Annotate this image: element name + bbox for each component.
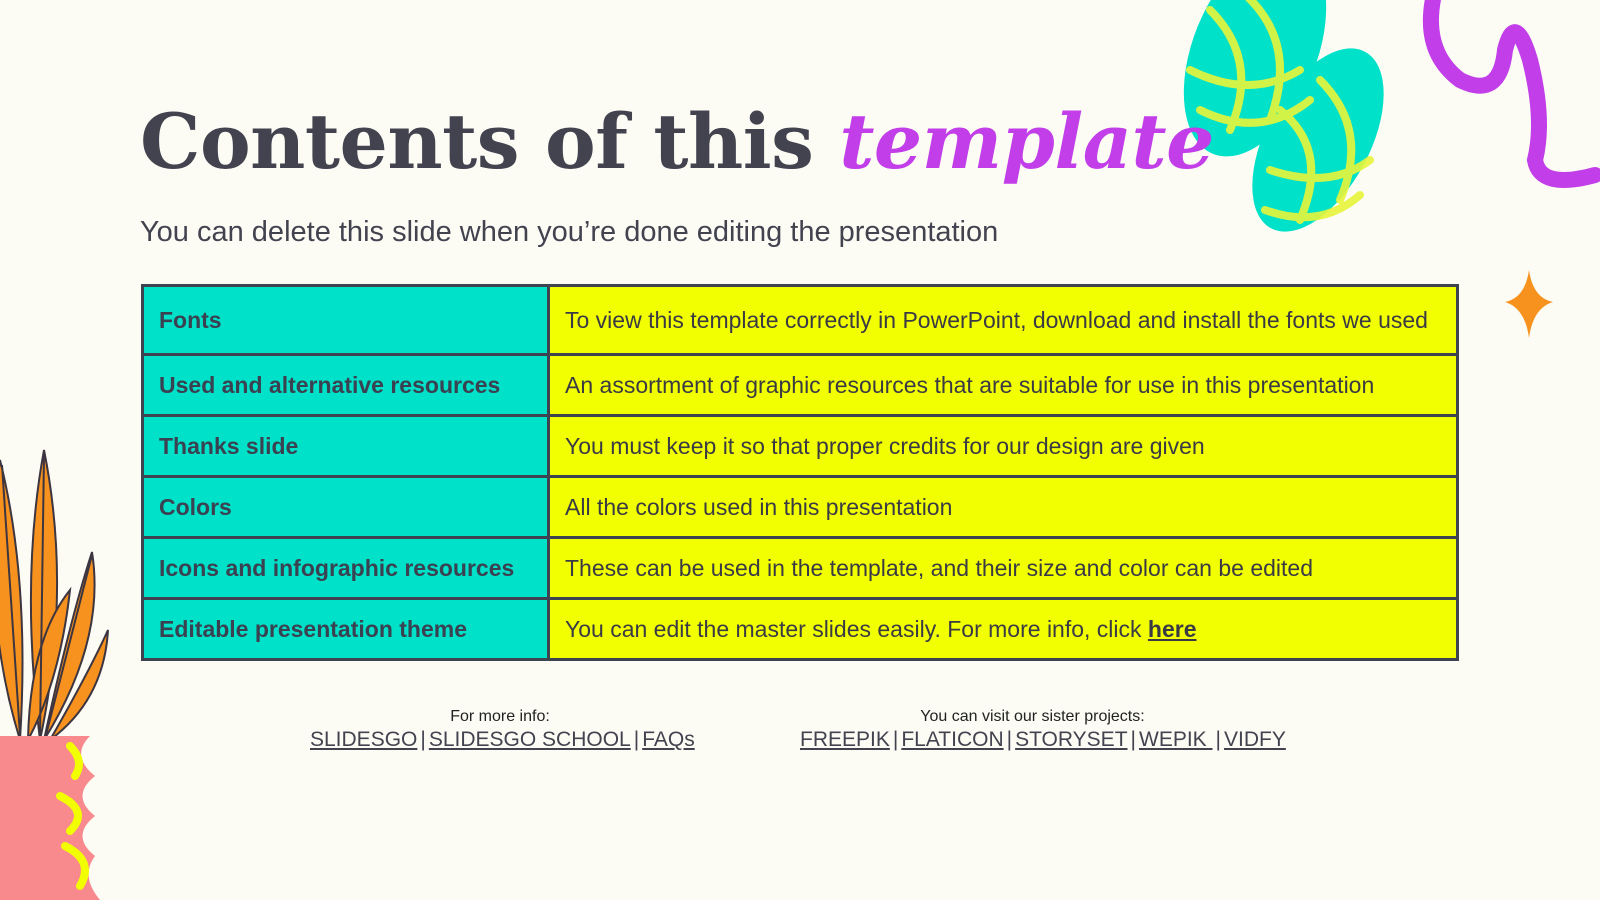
footer-links	[310, 728, 695, 752]
table-row	[143, 355, 1458, 416]
table-cell-key: Editable presentation theme	[143, 599, 549, 660]
title-accent: template	[839, 97, 1214, 186]
table-cell-key: Thanks slide	[143, 416, 549, 477]
link-separator: |	[420, 728, 426, 751]
table-cell-value: An assortment of graphic resources that are suitable for use in this presentation	[549, 355, 1458, 416]
vidfy-link[interactable]: VIDFY	[1223, 728, 1286, 751]
flaticon-link[interactable]: FLATICON	[901, 728, 1004, 751]
plant-leaves-decoration	[0, 440, 120, 750]
table-cell-value: All the colors used in this presentation	[549, 477, 1458, 538]
footer-caption: You can visit our sister projects:	[920, 708, 1145, 725]
table-cell-key: Icons and infographic resources	[143, 538, 549, 599]
link-separator: |	[1130, 728, 1136, 751]
footer-more-info	[310, 708, 695, 752]
table-cell-value	[549, 599, 1458, 660]
table-cell-key: Colors	[143, 477, 549, 538]
subtitle: You can delete this slide when you’re done editing the presentation	[140, 216, 999, 248]
table-cell-value: To view this template correctly in PowerPoint, download and install the fonts we used	[549, 286, 1458, 355]
table-row	[143, 286, 1458, 355]
link-separator: |	[1215, 728, 1221, 751]
footer-sister-projects	[800, 708, 1286, 752]
faqs-link[interactable]: FAQs	[642, 728, 695, 751]
table-row	[143, 538, 1458, 599]
footer-caption: For more info:	[450, 708, 550, 725]
footer-links	[800, 728, 1286, 752]
link-separator: |	[892, 728, 899, 751]
table-row	[143, 477, 1458, 538]
table-cell-key: Fonts	[143, 286, 549, 355]
link-separator: |	[1006, 728, 1013, 751]
page-title	[140, 97, 1214, 186]
contents-table	[141, 284, 1459, 661]
pink-pot-decoration	[0, 736, 110, 900]
squiggle-decoration	[1420, 0, 1600, 200]
table-cell-key: Used and alternative resources	[143, 355, 549, 416]
table-cell-value-text: You can edit the master slides easily. For more info, click	[565, 615, 1148, 642]
slidesgo-school-link[interactable]: SLIDESGO SCHOOL	[428, 728, 631, 751]
table-row	[143, 416, 1458, 477]
four-point-star-icon	[1505, 270, 1553, 338]
storyset-link[interactable]: STORYSET	[1015, 728, 1128, 751]
link-separator: |	[633, 728, 640, 751]
title-main: Contents of this	[140, 97, 840, 186]
wepik-link[interactable]: WEPIK	[1139, 728, 1213, 751]
table-row	[143, 599, 1458, 660]
freepik-link[interactable]: FREEPIK	[800, 728, 890, 751]
slidesgo-link[interactable]: SLIDESGO	[310, 728, 418, 751]
table-cell-value: These can be used in the template, and their size and color can be edited	[549, 538, 1458, 599]
here-link[interactable]: here	[1147, 615, 1197, 642]
table-cell-value: You must keep it so that proper credits for our design are given	[549, 416, 1458, 477]
